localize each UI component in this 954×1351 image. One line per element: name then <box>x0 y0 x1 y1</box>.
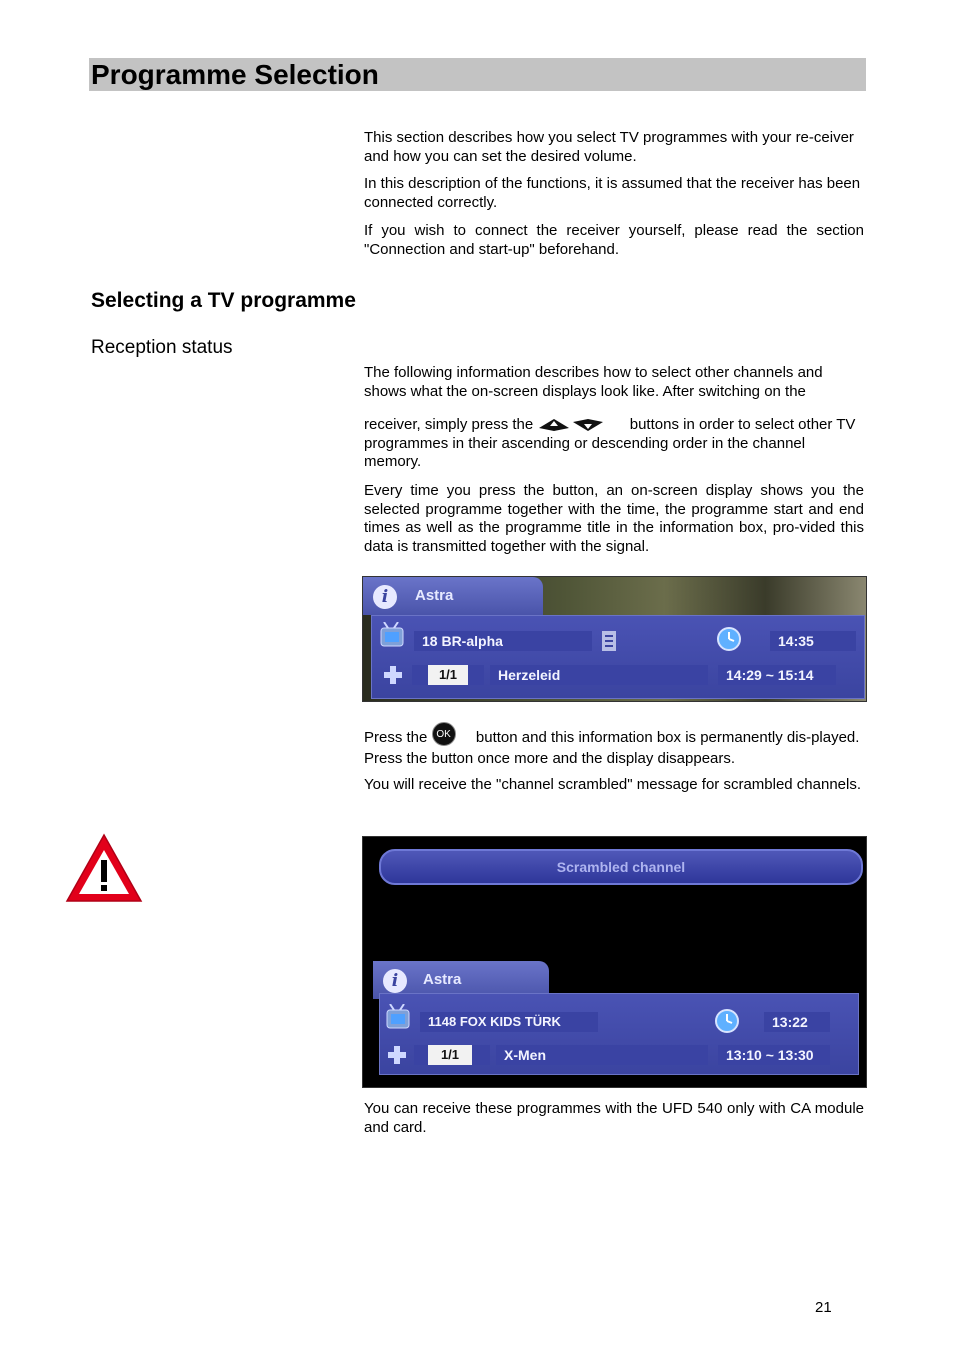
clock-icon <box>716 626 742 652</box>
osd-clock-field: 13:22 <box>764 1012 830 1032</box>
osd-info-panel <box>379 993 859 1075</box>
page-title: Programme Selection <box>91 59 379 90</box>
intro-paragraph-1: This section describes how you select TV programmes with your re-ceiver and how you can set the desired volume. <box>364 129 854 165</box>
plus-icon <box>386 1044 408 1066</box>
osd-info-panel <box>371 615 865 699</box>
osd-channel-field: 18 BR-alpha <box>414 631 592 651</box>
press-ok-paragraph <box>364 726 864 769</box>
receiver-paragraph <box>364 416 864 472</box>
press-text-b: button and this information box is permanently dis-played. Press the button once more and the display disappears. <box>364 728 860 767</box>
list-icon <box>600 630 618 652</box>
press-text-a: Press the <box>364 728 428 746</box>
receiver-text-a: receiver, simply press the <box>364 416 534 433</box>
plus-icon <box>382 664 404 686</box>
scrambled-channel-banner: Scrambled channel <box>379 849 863 885</box>
osd-programme-field: X-Men <box>496 1045 708 1065</box>
ok-button-icon <box>432 722 456 746</box>
osd-scrambled-screenshot <box>362 836 867 1088</box>
osd-satellite-name: Astra <box>423 971 462 988</box>
receiver-text-b: buttons in order to select other TV programmes in their ascending or descending order in the channel memory. <box>364 416 856 470</box>
intro-paragraph-2: In this description of the functions, it is assumed that the receiver has been connected correctly. <box>364 175 861 211</box>
osd-info-box-screenshot <box>362 576 867 702</box>
osd-audio-field: 1/1 <box>428 1045 472 1065</box>
every-time-paragraph: Every time you press the button, an on-screen display shows you the selected programme together with the time, the programme start and end times as well as the programme title in the information box, pro-vided this data is transmitted together with the signal. <box>364 482 864 555</box>
ca-module-paragraph: You can receive these programmes with the UFD 540 only with CA module and card. <box>364 1100 864 1136</box>
osd-satellite-tab <box>363 577 543 615</box>
section-heading: Selecting a TV programme <box>91 289 356 312</box>
up-arrow-button-icon <box>539 419 569 431</box>
ok-button-label: OK <box>436 729 451 740</box>
osd-programme-field: Herzeleid <box>490 665 708 685</box>
intro-paragraph-3: If you wish to connect the receiver yourself, please read the section "Connection and start-up" beforehand. <box>364 222 864 258</box>
info-icon: i <box>373 585 397 609</box>
osd-time-range-field: 14:29 ~ 15:14 <box>718 665 836 685</box>
osd-audio-field: 1/1 <box>428 665 468 685</box>
info-icon: i <box>383 969 407 993</box>
up-down-buttons-icon <box>537 416 607 434</box>
page-number: 21 <box>815 1299 832 1316</box>
down-arrow-button-icon <box>573 419 603 431</box>
clock-icon <box>714 1008 740 1034</box>
osd-time-range-field: 13:10 ~ 13:30 <box>718 1045 830 1065</box>
title-bar <box>89 58 866 91</box>
tv-icon <box>384 1004 414 1032</box>
warning-triangle-icon <box>64 832 144 904</box>
osd-channel-field: 1148 FOX KIDS TÜRK <box>420 1012 598 1032</box>
osd-clock-field: 14:35 <box>770 631 856 651</box>
tv-icon <box>378 622 408 650</box>
scrambled-paragraph: You will receive the "channel scrambled" message for scrambled channels. <box>364 776 862 793</box>
subsection-heading: Reception status <box>91 337 233 358</box>
osd-satellite-name: Astra <box>415 587 454 604</box>
following-paragraph: The following information describes how to select other channels and shows what the on-screen displays look like. After switching on the <box>364 364 823 400</box>
